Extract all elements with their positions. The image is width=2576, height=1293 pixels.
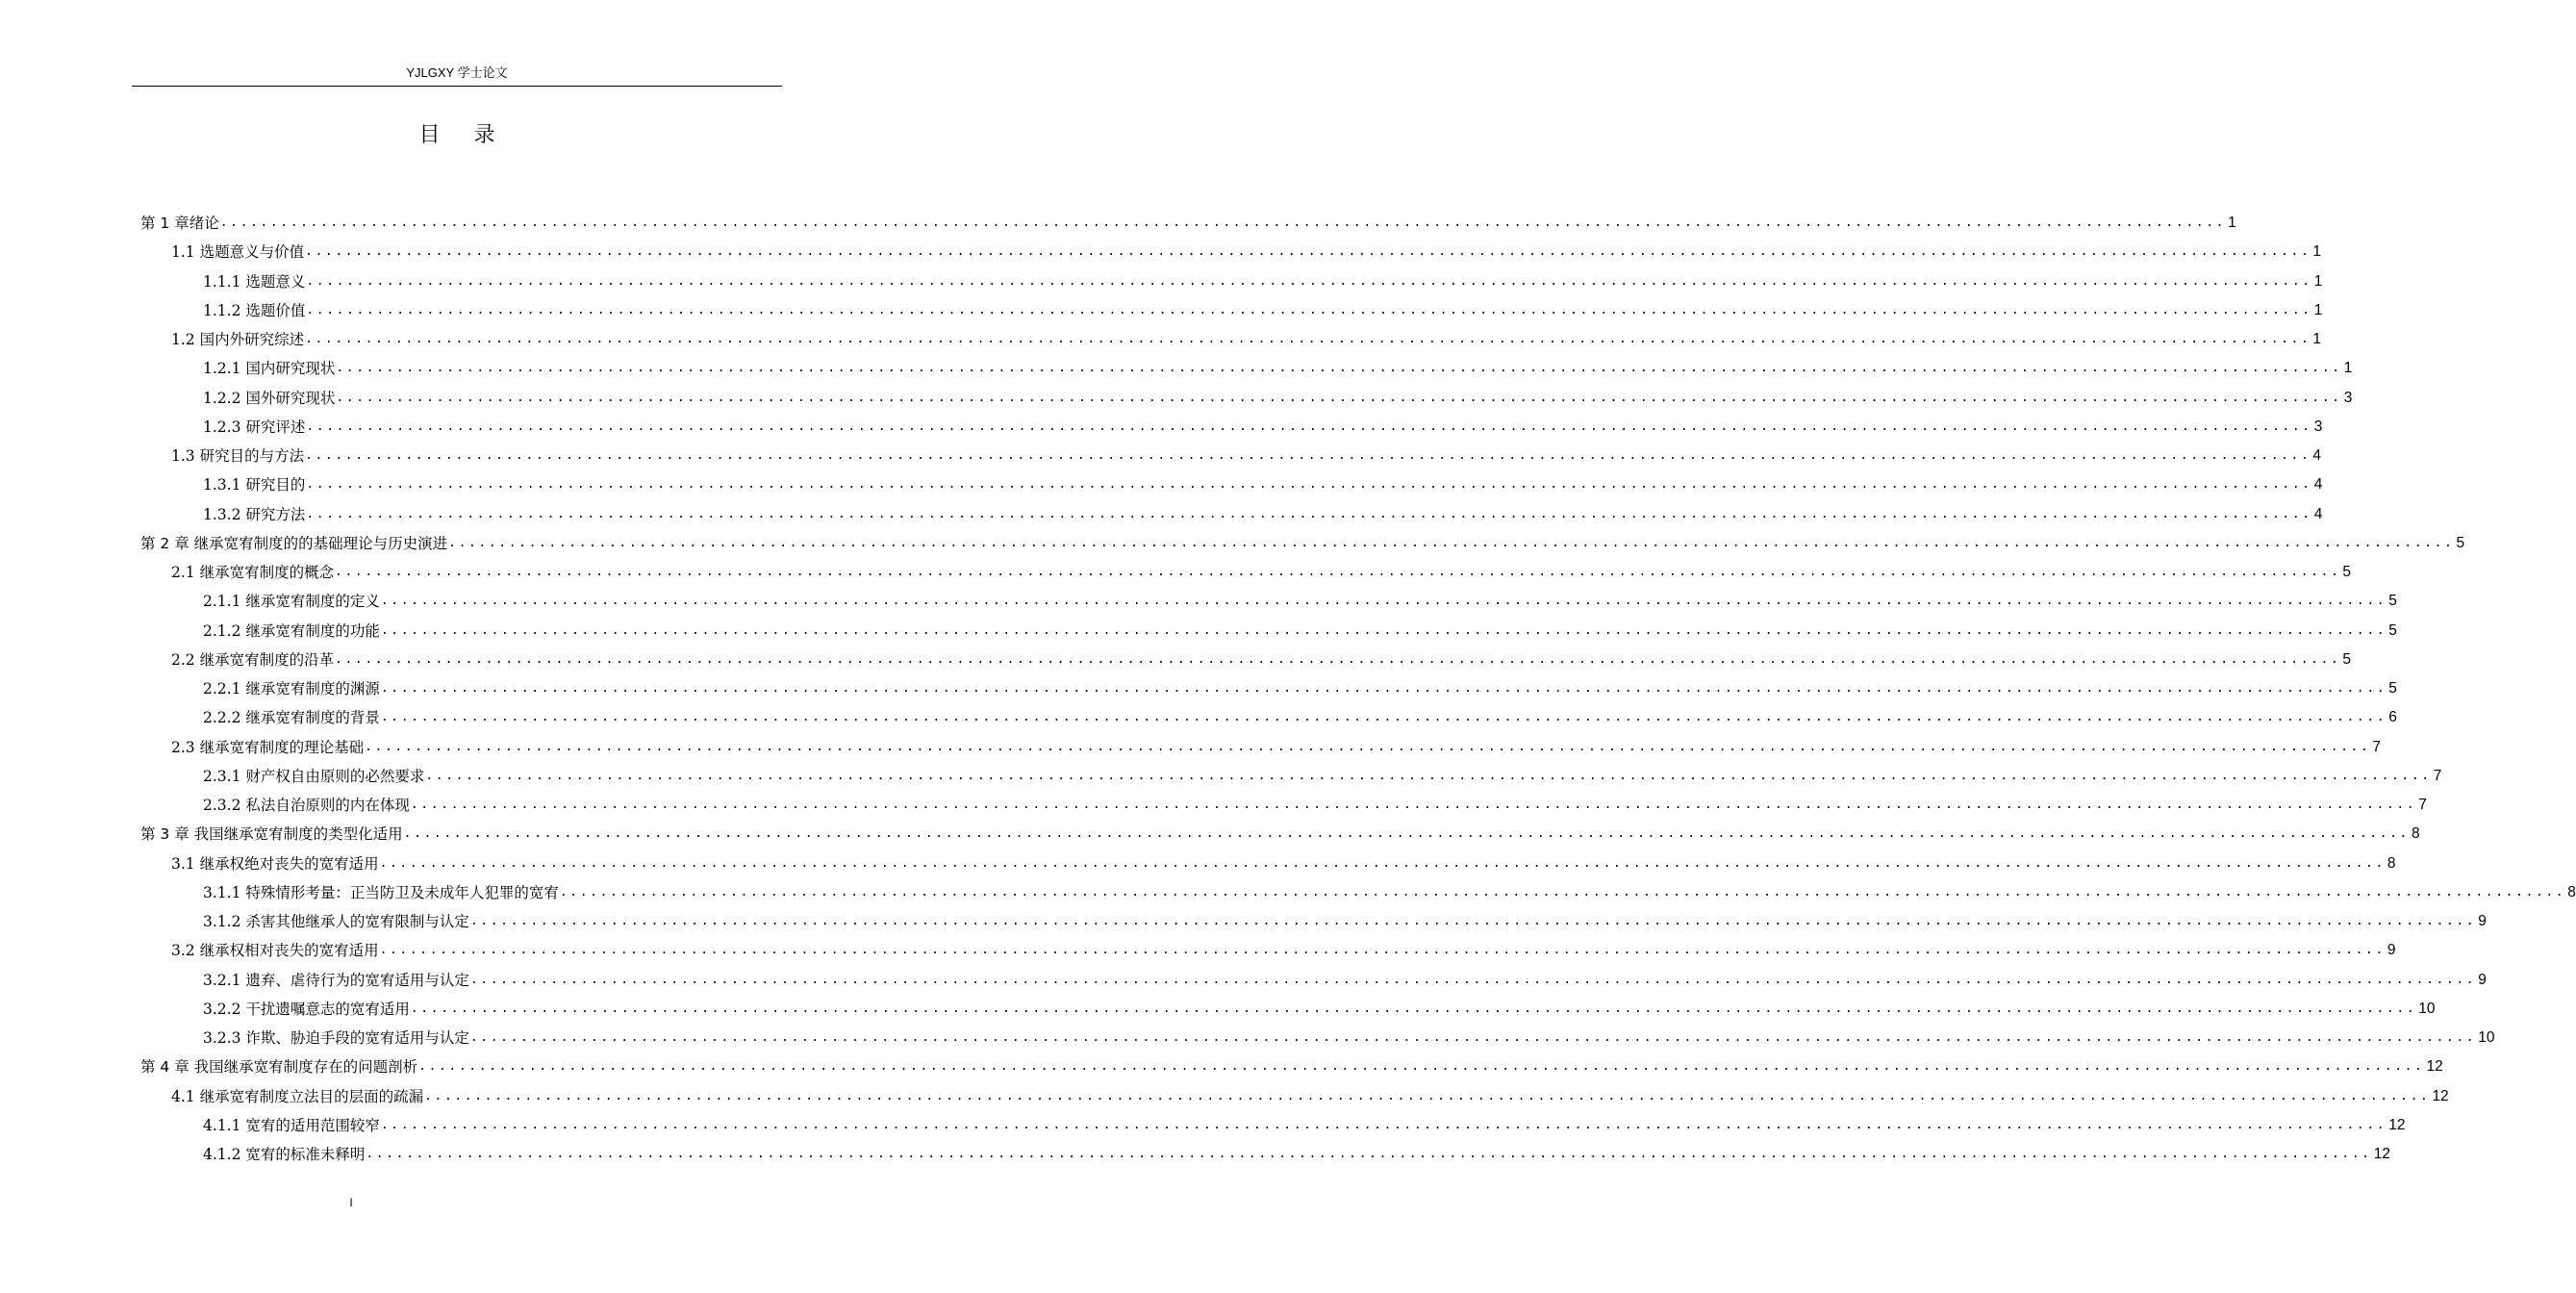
- toc-entry-label: 第 1 章绪论: [140, 215, 219, 232]
- toc-entry-label: 3.2.3 诈欺、胁迫手段的宽宥适用与认定: [203, 1029, 469, 1047]
- toc-entry-label: 2.3.2 私法自治原则的内在体现: [203, 797, 410, 814]
- toc-entry[interactable]: [171, 328, 2322, 351]
- toc-entry-label: 2.1.2 继承宽宥制度的功能: [203, 621, 380, 640]
- toc-entry-page: 5: [2388, 680, 2397, 697]
- toc-entry-page: 5: [2388, 593, 2397, 610]
- toc-entry-page: 9: [2478, 913, 2487, 929]
- header-title: YJLGXY 学士论文: [406, 65, 508, 80]
- toc-entry-label: 3.1.1 特殊情形考量：正当防卫及未成年人犯罪的宽宥: [203, 883, 559, 901]
- toc-entry-label: 2.2.2 继承宽宥制度的背景: [203, 709, 380, 727]
- toc-entry-label: 1.2.1 国内研究现状: [203, 360, 336, 378]
- toc-entry[interactable]: [203, 765, 2442, 788]
- toc-entry-page: 10: [2478, 1029, 2495, 1046]
- toc-entry-label: 2.1 继承宽宥制度的概念: [171, 564, 335, 581]
- toc-entry-page: 8: [2567, 883, 2576, 900]
- toc-entry-label: 3.1 继承权绝对丧失的宽宥适用: [171, 854, 379, 873]
- toc-entry-label: 2.3.1 财产权自由原则的必然要求: [203, 767, 425, 785]
- toc-entry[interactable]: [171, 1085, 2449, 1108]
- toc-leader-dots: ........................................................................................................................................................................................................: [380, 681, 2387, 696]
- toc-entry[interactable]: [203, 910, 2487, 933]
- toc-entry-page: 6: [2388, 709, 2397, 726]
- toc-entry-label: 1.2.2 国外研究现状: [203, 389, 336, 407]
- toc-entry-label: 第 4 章 我国继承宽宥制度存在的问题剖析: [140, 1058, 418, 1077]
- toc-entry-page: 1: [2228, 215, 2236, 231]
- toc-entry-label: 1.1.2 选题价值: [203, 301, 306, 319]
- toc-entry-label: 第 2 章 继承宽宥制度的的基础理论与历史演进: [140, 534, 448, 552]
- page-number: I: [349, 1196, 353, 1209]
- toc-entry-label: 1.3.1 研究目的: [203, 476, 306, 494]
- toc-entry-label: 1.2 国内外研究综述: [171, 331, 305, 348]
- toc-entry-page: 12: [2426, 1058, 2443, 1076]
- toc-title: 目 录: [418, 123, 509, 147]
- toc-entry-page: 8: [2412, 825, 2420, 843]
- page-header: [132, 63, 782, 83]
- toc-leader-dots: ........................................................................................................................................................................................................: [305, 244, 2311, 260]
- toc-entry[interactable]: [203, 299, 2323, 322]
- toc-leader-dots: ........................................................................................................................................................................................................: [380, 622, 2387, 638]
- toc-leader-dots: ........................................................................................................................................................................................................: [336, 361, 2342, 376]
- toc-entry-label: 2.1.1 继承宽宥制度的定义: [203, 593, 380, 611]
- toc-leader-dots: ........................................................................................................................................................................................................: [306, 477, 2312, 493]
- toc-leader-dots: ........................................................................................................................................................................................................: [219, 216, 2227, 230]
- toc-entry[interactable]: [203, 387, 2353, 410]
- toc-entry[interactable]: [203, 620, 2397, 643]
- toc-entry[interactable]: [203, 416, 2323, 439]
- toc-entry[interactable]: [203, 998, 2436, 1021]
- toc-leader-dots: ........................................................................................................................................................................................................: [424, 1088, 2431, 1103]
- toc-entry-label: 1.1 选题意义与价值: [171, 243, 305, 262]
- toc-leader-dots: ........................................................................................................................................................................................................: [379, 943, 2386, 958]
- toc-entry-label: 1.3 研究目的与方法: [171, 447, 305, 465]
- toc-entry[interactable]: [203, 881, 2576, 904]
- toc-entry[interactable]: [140, 212, 2236, 235]
- toc-entry-page: 10: [2418, 1000, 2436, 1017]
- toc-entry-label: 1.3.2 研究方法: [203, 505, 306, 523]
- toc-entry-page: 5: [2342, 564, 2352, 580]
- toc-entry-label: 3.1.2 杀害其他继承人的宽宥限制与认定: [203, 913, 469, 930]
- toc-leader-dots: ........................................................................................................................................................................................................: [448, 535, 2455, 550]
- toc-leader-dots: ........................................................................................................................................................................................................: [306, 506, 2312, 521]
- toc-leader-dots: ........................................................................................................................................................................................................: [306, 273, 2312, 289]
- toc-entry-page: 3: [2343, 389, 2353, 406]
- toc-entry[interactable]: [203, 1143, 2390, 1166]
- toc-entry-page: 7: [2433, 767, 2442, 784]
- toc-entry-page: 12: [2373, 1146, 2390, 1162]
- toc-entry-label: 2.3 继承宽宥制度的理论基础: [171, 738, 365, 756]
- toc-entry-page: 5: [2388, 621, 2397, 639]
- toc-entry[interactable]: [203, 357, 2353, 380]
- toc-entry[interactable]: [140, 823, 2420, 846]
- toc-entry[interactable]: [171, 444, 2322, 468]
- toc-entry-label: 1.1.1 选题意义: [203, 272, 306, 291]
- toc-leader-dots: ........................................................................................................................................................................................................: [559, 884, 2566, 900]
- toc-entry[interactable]: [203, 503, 2323, 526]
- toc-entry-label: 第 3 章 我国继承宽宥制度的类型化适用: [140, 825, 403, 844]
- toc-leader-dots: ........................................................................................................................................................................................................: [418, 1059, 2425, 1075]
- toc-entry-page: 8: [2387, 854, 2396, 872]
- toc-entry-label: 1.2.3 研究评述: [203, 418, 306, 436]
- toc-entry-page: 9: [2478, 971, 2487, 988]
- toc-entry[interactable]: [140, 1055, 2443, 1078]
- toc-entry-label: 4.1.2 宽宥的标准未释明: [203, 1146, 366, 1163]
- toc-leader-dots: ........................................................................................................................................................................................................: [306, 418, 2312, 434]
- toc-leader-dots: ........................................................................................................................................................................................................: [335, 565, 2341, 579]
- toc-entry-label: 2.2 继承宽宥制度的沿革: [171, 650, 335, 669]
- toc-entry[interactable]: [171, 561, 2352, 584]
- toc-entry-page: 7: [2372, 738, 2382, 755]
- toc-entry-page: 4: [2313, 505, 2323, 522]
- toc-leader-dots: ........................................................................................................................................................................................................: [379, 855, 2386, 871]
- toc-entry[interactable]: [171, 241, 2322, 264]
- toc-entry-label: 4.1.1 宽宥的适用范围较窄: [203, 1116, 380, 1134]
- toc-entry-page: 9: [2387, 942, 2396, 959]
- toc-leader-dots: ........................................................................................................................................................................................................: [380, 1117, 2387, 1132]
- toc-entry[interactable]: [203, 969, 2487, 992]
- toc-entry[interactable]: [140, 532, 2465, 555]
- toc-leader-dots: ........................................................................................................................................................................................................: [305, 448, 2311, 463]
- toc-entry-page: 12: [2388, 1116, 2406, 1133]
- toc-entry-page: 4: [2313, 476, 2323, 494]
- toc-leader-dots: ........................................................................................................................................................................................................: [306, 302, 2312, 317]
- toc-leader-dots: ........................................................................................................................................................................................................: [469, 914, 2477, 928]
- toc-entry[interactable]: [171, 852, 2396, 875]
- toc-entry-label: 3.2.2 干扰遗嘱意志的宽宥适用: [203, 1000, 410, 1018]
- toc-leader-dots: ........................................................................................................................................................................................................: [380, 710, 2387, 725]
- toc-entry[interactable]: [171, 939, 2396, 962]
- toc-entry-page: 1: [2313, 301, 2323, 318]
- toc-entry-page: 1: [2312, 243, 2322, 261]
- toc-entry-page: 4: [2312, 447, 2322, 464]
- toc-entry[interactable]: [171, 736, 2382, 759]
- header-divider: [132, 86, 782, 87]
- toc-entry-label: 2.2.1 继承宽宥制度的渊源: [203, 680, 380, 697]
- toc-entry-page: 12: [2432, 1087, 2449, 1104]
- toc-leader-dots: ........................................................................................................................................................................................................: [305, 332, 2311, 346]
- toc-leader-dots: ........................................................................................................................................................................................................: [336, 390, 2342, 405]
- toc-entry[interactable]: [203, 1114, 2406, 1137]
- toc-entry[interactable]: [203, 706, 2397, 729]
- toc-entry-label: 3.2 继承权相对丧失的宽宥适用: [171, 942, 379, 960]
- toc-entry[interactable]: [203, 1027, 2495, 1050]
- toc-entry[interactable]: [203, 270, 2323, 293]
- toc-entry[interactable]: [203, 590, 2397, 613]
- toc-entry-page: 5: [2342, 650, 2352, 668]
- toc-entry-label: 4.1 继承宽宥制度立法目的层面的疏漏: [171, 1087, 424, 1105]
- toc-leader-dots: ........................................................................................................................................................................................................: [425, 768, 2432, 783]
- toc-entry[interactable]: [203, 677, 2397, 700]
- toc-entry-page: 1: [2312, 331, 2322, 347]
- toc-entry-page: 1: [2313, 272, 2323, 290]
- toc-entry-page: 7: [2418, 797, 2427, 813]
- toc-leader-dots: ........................................................................................................................................................................................................: [403, 826, 2410, 842]
- toc-leader-dots: ........................................................................................................................................................................................................: [366, 1147, 2372, 1161]
- toc-entry[interactable]: [203, 473, 2323, 496]
- toc-leader-dots: ........................................................................................................................................................................................................: [410, 1001, 2417, 1016]
- toc-leader-dots: ........................................................................................................................................................................................................: [469, 972, 2477, 987]
- toc-leader-dots: ........................................................................................................................................................................................................: [365, 739, 2371, 754]
- toc-leader-dots: ........................................................................................................................................................................................................: [469, 1030, 2477, 1045]
- toc-leader-dots: ........................................................................................................................................................................................................: [410, 798, 2417, 812]
- toc-entry[interactable]: [203, 794, 2427, 817]
- toc-entry[interactable]: [171, 648, 2352, 672]
- toc-entry-page: 5: [2456, 534, 2465, 551]
- toc-entry-page: 1: [2343, 360, 2353, 377]
- toc-entry-page: 3: [2313, 418, 2323, 435]
- toc-leader-dots: ........................................................................................................................................................................................................: [335, 651, 2341, 667]
- toc-entry-label: 3.2.1 遗弃、虐待行为的宽宥适用与认定: [203, 971, 469, 989]
- toc-leader-dots: ........................................................................................................................................................................................................: [380, 594, 2387, 609]
